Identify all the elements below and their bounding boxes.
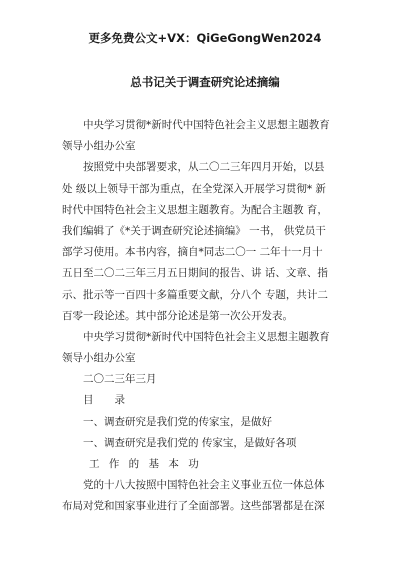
text-line: 党的十八大按照中国特色社会主义事业五位一体总体 (62, 479, 325, 492)
text-line: 部学习使用。本书内容，摘自*同志二〇一 二年十一月十 (62, 246, 323, 259)
text-line: 五日至二〇二三年三月五日期间的报告、讲 话、文章、指 (62, 267, 328, 280)
text-line: 中央学习贯彻*新时代中国特色社会主义思想主题教育 (62, 330, 330, 343)
text-line: 百零一段论述。其中部分论述是第一次公开发表。 (62, 309, 293, 322)
text-line: 布局对党和国家事业进行了全面部署。这些部署都是在深 (62, 500, 325, 513)
text-line: 时代中国特色社会主义思想主题教育。为配合主题教 育， (62, 203, 328, 216)
text-line: 中央学习贯彻*新时代中国特色社会主义思想主题教育 (62, 119, 330, 131)
toc-item: 一、调查研究是我们党的 传家宝，是做好各项 (62, 436, 297, 449)
text-line: 示、批示等一百四十多篇重要文献，分八个 专题，共计二 (62, 288, 328, 301)
text-line: 我们编辑了《*关于调查研究论述摘编》 一书， 供党员干 (62, 224, 326, 237)
document-title: 总书记关于调查研究论述摘编 (130, 75, 280, 89)
toc-heading: 目 录 (62, 394, 125, 407)
text-line: 按照党中央部署要求，从二〇二三年四月开始，以县 (62, 161, 325, 174)
document-body (62, 115, 352, 518)
text-line: 领导小组办公室 (62, 352, 136, 365)
text-line: 领导小组办公室 (62, 140, 136, 153)
toc-item: 一、调查研究是我们党的传家宝，是做好 (62, 415, 272, 428)
section-heading: 工 作 的 基 本 功 (62, 458, 202, 470)
text-line: 处 级以上领导干部为重点，在全党深入开展学习贯彻* 新 (62, 182, 326, 195)
date-line: 二〇二三年三月 (62, 373, 157, 386)
promo-header: 更多免费公文+VX：QiGeGongWen2024 (88, 31, 322, 45)
